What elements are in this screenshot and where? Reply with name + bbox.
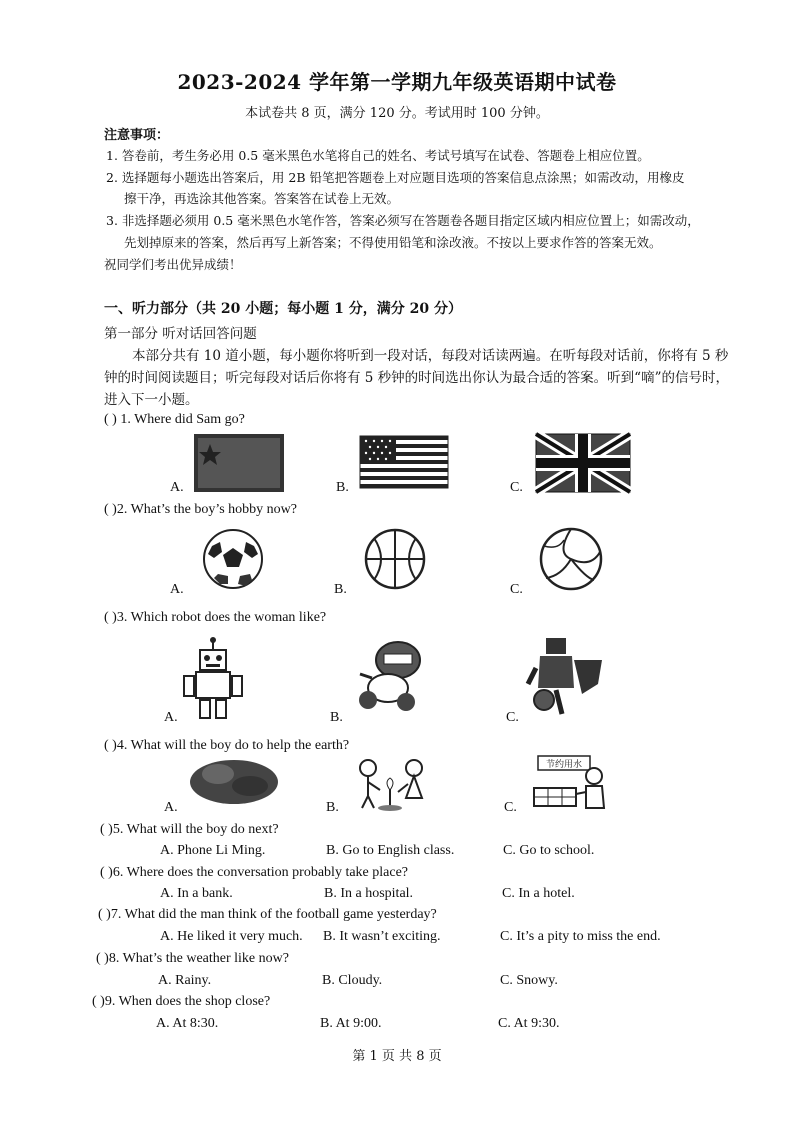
- q9-option-c: C. At 9:30.: [498, 1016, 560, 1031]
- q1-option-b: B.: [336, 480, 349, 495]
- q9-option-b: B. At 9:00.: [320, 1016, 382, 1031]
- exam-title: 2023-2024 学年第一学期九年级英语期中试卷: [177, 70, 617, 94]
- q8-option-b: B. Cloudy.: [322, 973, 383, 988]
- page-number: 第 1 页 共 8 页: [352, 1049, 442, 1064]
- q4-option-a: A.: [164, 800, 178, 815]
- question-8: ( )8. What’s the weather like now?: [96, 951, 289, 966]
- q3-option-c: C.: [506, 710, 519, 725]
- question-7: ( )7. What did the man think of the football game yesterday?: [98, 907, 437, 922]
- section-title: 一、听力部分（共 20 小题；每小题 1 分，满分 20 分）: [104, 301, 462, 317]
- intro-line-1: 本部分共有 10 道小题，每小题你将听到一段对话，每段对话读两遍。在听每段对话前，你将有 5 秒: [132, 348, 729, 364]
- round-head-robot-image: [354, 636, 434, 716]
- part-title: 第一部分 听对话回答问题: [104, 326, 257, 342]
- note-2-line-2: 擦干净，再选涂其他答案。答案答在试卷上无效。: [124, 191, 400, 206]
- q2-option-a: A.: [170, 582, 184, 597]
- q4-option-c: C.: [504, 800, 517, 815]
- china-flag-image: [194, 434, 284, 492]
- q7-option-b: B. It wasn’t exciting.: [323, 929, 441, 944]
- q6-option-a: A. In a bank.: [160, 886, 233, 901]
- boxy-robot-image: [182, 636, 244, 722]
- volleyball-image: [536, 528, 606, 590]
- usa-flag-image: [360, 436, 448, 488]
- basketball-image: [362, 528, 428, 590]
- good-luck-text: 祝同学们考出优异成绩！: [104, 257, 242, 272]
- q3-option-a: A.: [164, 710, 178, 725]
- question-2: ( )2. What’s the boy’s hobby now?: [104, 502, 297, 517]
- q3-option-b: B.: [330, 710, 343, 725]
- question-9: ( )9. When does the shop close?: [92, 994, 271, 1009]
- q6-option-b: B. In a hospital.: [324, 886, 414, 901]
- q8-option-a: A. Rainy.: [158, 973, 212, 988]
- q8-option-c: C. Snowy.: [500, 973, 558, 988]
- uk-flag-image: [536, 434, 630, 492]
- note-1: 1. 答卷前，考生务必用 0.5 毫米黑色水笔将自己的姓名、考试号填写在试卷、答题卷上相应位置。: [106, 148, 650, 163]
- question-6: ( )6. Where does the conversation probably take place?: [100, 865, 408, 880]
- pollution-image: [188, 756, 280, 806]
- question-4: ( )4. What will the boy do to help the earth?: [104, 738, 350, 753]
- shield-robot-image: [526, 638, 606, 718]
- soccer-ball-image: [200, 528, 266, 590]
- notes-heading: 注意事项：: [104, 128, 170, 143]
- q7-option-c: C. It’s a pity to miss the end.: [500, 929, 661, 944]
- question-1: ( ) 1. Where did Sam go?: [104, 412, 245, 427]
- note-2-line-1: 2. 选择题每小题选出答案后，用 2B 铅笔把答题卷上对应题目选项的答案信息点涂黑；如需改动，用橡皮: [106, 170, 685, 185]
- question-5: ( )5. What will the boy do next?: [100, 822, 279, 837]
- note-3-line-2: 先划掉原来的答案，然后再写上新答案；不得使用铅笔和涂改液。不按以上要求作答的答案无效。: [124, 235, 662, 250]
- q5-option-a: A. Phone Li Ming.: [160, 843, 266, 858]
- question-3: ( )3. Which robot does the woman like?: [104, 610, 327, 625]
- q9-option-a: A. At 8:30.: [156, 1016, 219, 1031]
- q1-option-a: A.: [170, 480, 184, 495]
- q4-option-b: B.: [326, 800, 339, 815]
- save-water-sign-text: 节约用水: [545, 760, 583, 770]
- q2-option-b: B.: [334, 582, 347, 597]
- kids-planting-tree-image: [354, 758, 430, 812]
- q5-option-c: C. Go to school.: [503, 843, 595, 858]
- q7-option-a: A. He liked it very much.: [160, 929, 303, 944]
- q6-option-c: C. In a hotel.: [502, 886, 575, 901]
- q1-option-c: C.: [510, 480, 523, 495]
- intro-line-2: 钟的时间阅读题目；听完每段对话后你将有 5 秒钟的时间选出你认为最合适的答案。听到“嘀”的信号时，: [104, 370, 729, 386]
- intro-line-3: 进入下一小题。: [104, 392, 199, 408]
- save-water-image: [530, 752, 612, 812]
- note-3-line-1: 3. 非选择题必须用 0.5 毫米黑色水笔作答，答案必须写在答题卷各题目指定区域内相应位置上；如需改动，: [106, 213, 700, 228]
- q2-option-c: C.: [510, 582, 523, 597]
- q5-option-b: B. Go to English class.: [326, 843, 455, 858]
- exam-subtitle: 本试卷共 8 页，满分 120 分。考试用时 100 分钟。: [245, 106, 549, 121]
